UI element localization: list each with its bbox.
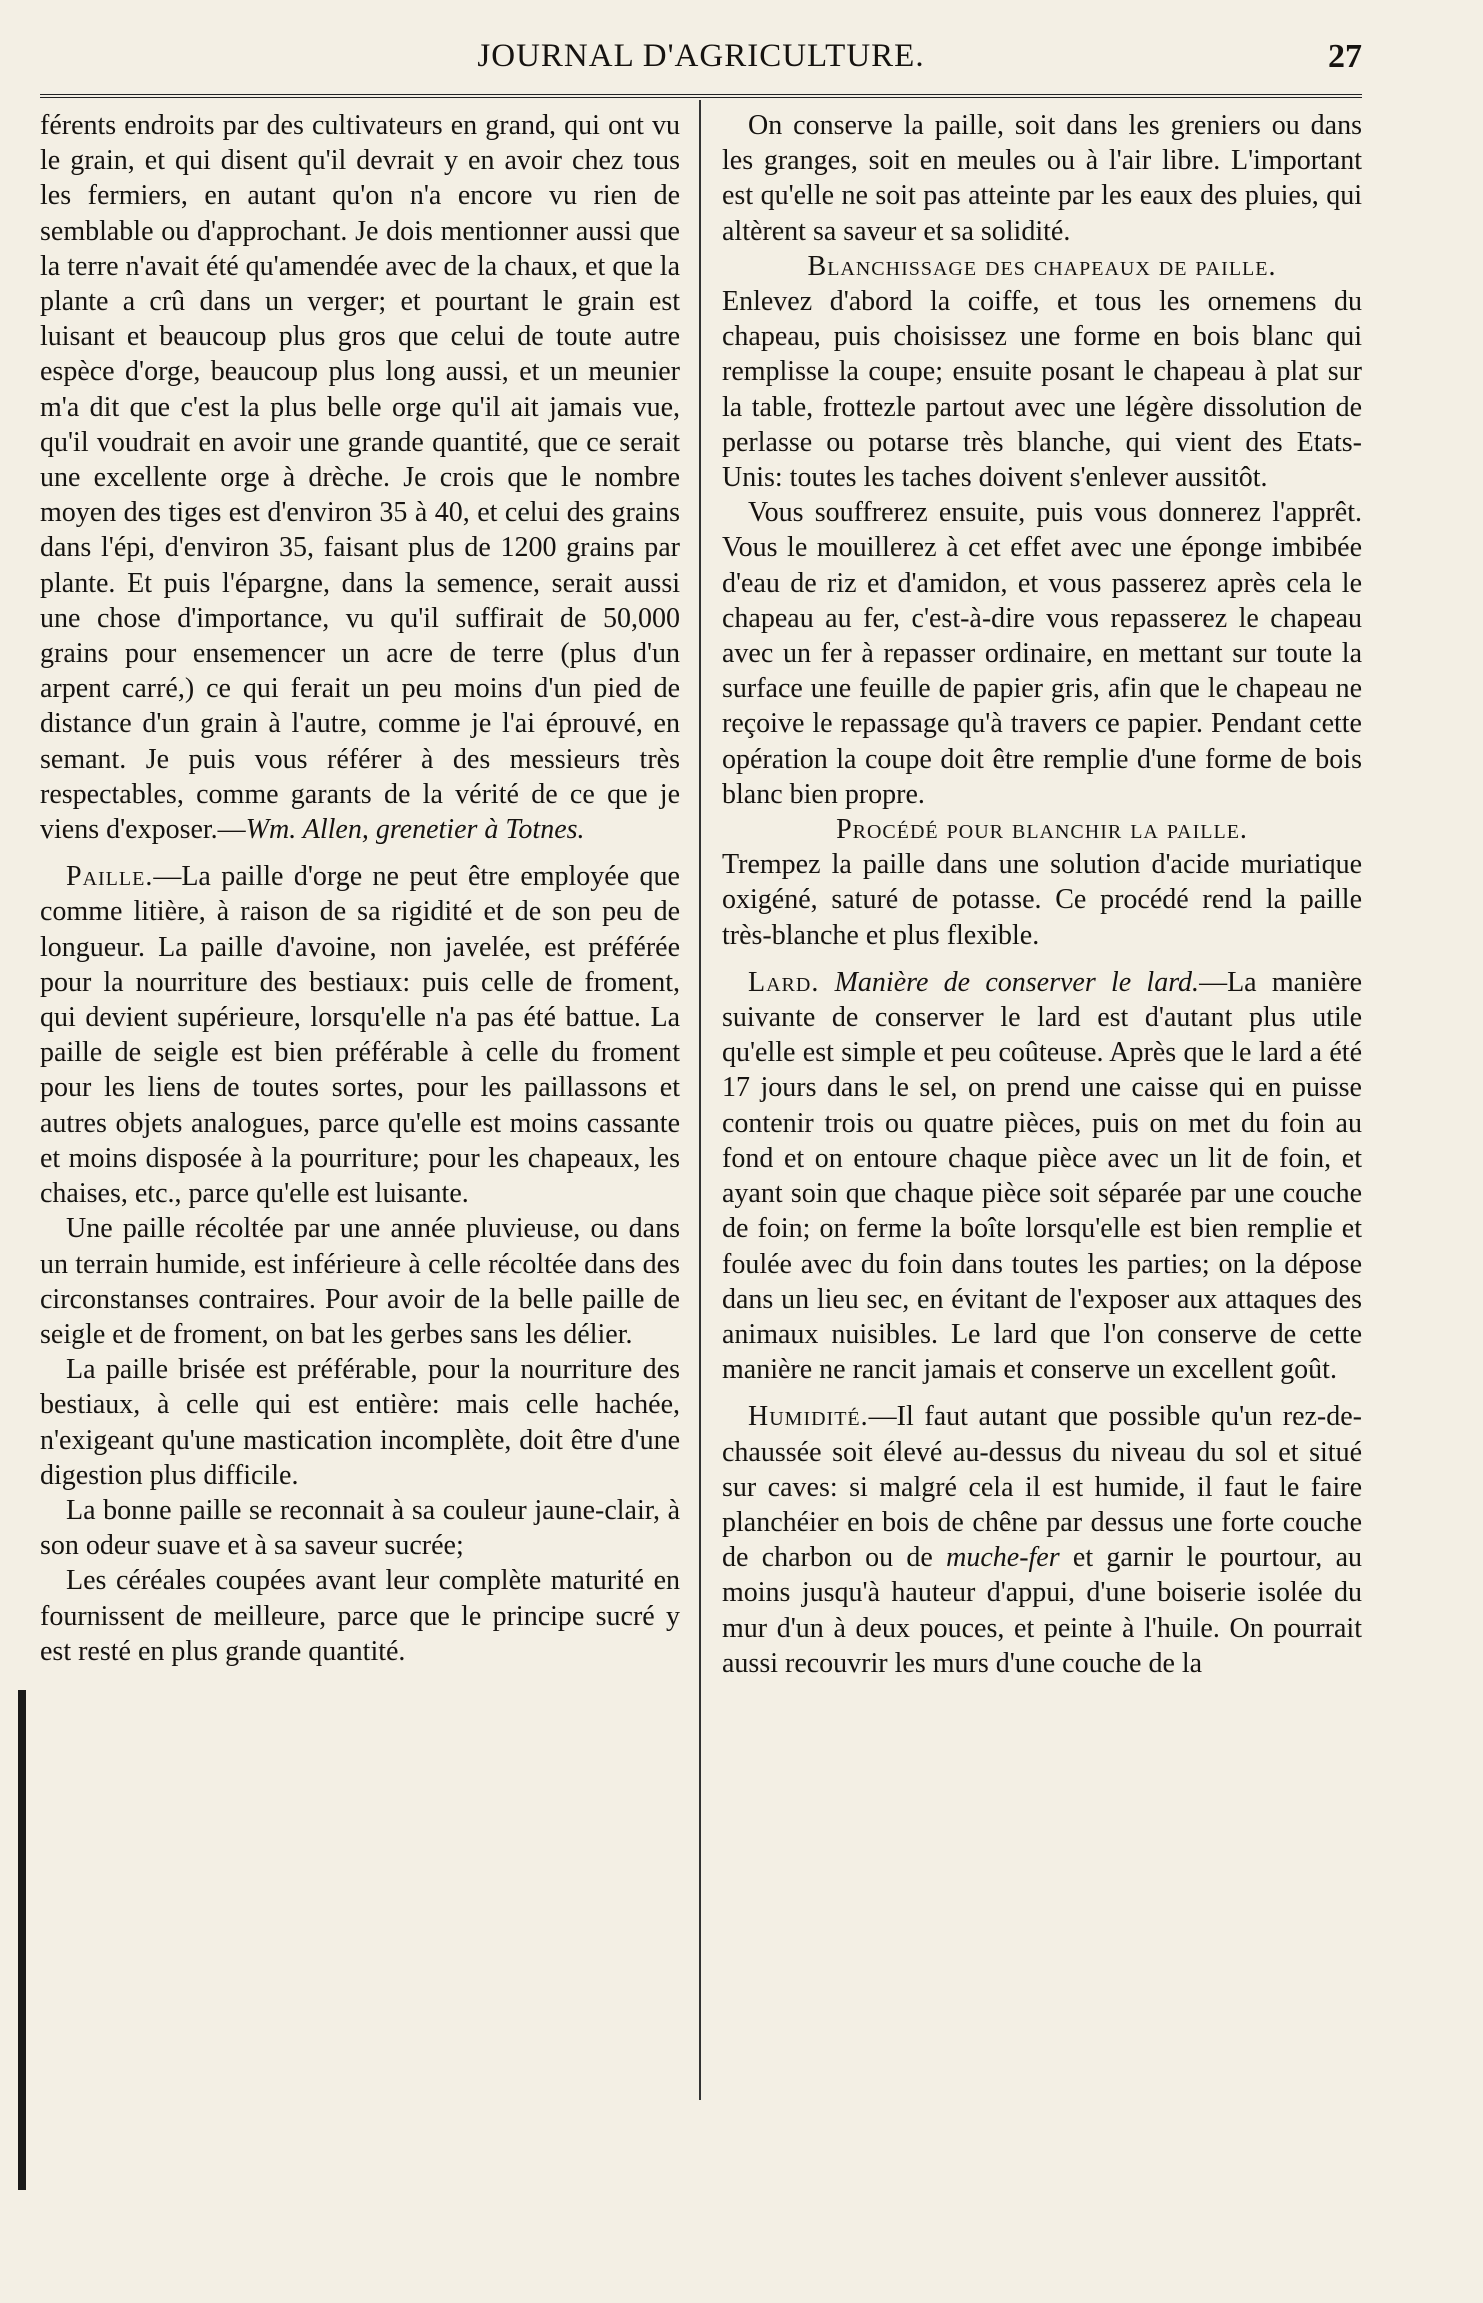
section-label-lard: Lard. (748, 966, 820, 998)
right-column (722, 108, 1362, 1681)
paragraph: Enlevez d'abord la coiffe, et tous les ornemens du chapeau, puis choisissez une forme en bois blanc qui remplisse la coupe; ensuite posant le chapeau à plat sur la table, frottezle partout avec une légère dissolution de perlasse ou potarse très blanche, qui vient des Etats-Unis: toutes les taches doivent s'enlever aussitôt. (722, 286, 1362, 494)
paragraph-lard: Lard. Manière de conserver le lard.—La manière suivante de conserver le lard est d'autant plus utile qu'elle est simple et peu coûteuse. Après que le lard a été 17 jours dans le sel, on prend une caisse qui en puisse contenir trois ou quatre pièces, puis on met du foin au fond et on entoure chaque pièce avec un lit de foin, et ayant soin que chaque pièce soit séparée par une couche de foin; on ferme la boîte lorsqu'elle est bien remplie et foulée avec du foin dans toutes les parties; on la dépose dans un lieu sec, en évitant de l'exposer aux attaques des animaux nuisibles. Le lard que l'on conserve de cette manière ne rancit jamais et conserve un excellent goût. (722, 966, 1363, 1386)
section-heading-procede: Procédé pour blanchir la paille. (836, 814, 1248, 846)
paragraph-humidite: Humidité.—Il faut autant que possible qu'un rez-de-chaussée soit élevé au-dessus du niveau du sol et situé sur caves: si malgré cela il est humide, il faut le faire planchéier en bois de chêne par dessus une forte couche de charbon ou de muche-fer et garnir le pourtour, au moins jusqu'à hauteur d'appui, d'une boiserie isolée du mur d'un à deux pouces, et peinte à l'huile. On pourrait aussi recouvrir les murs d'une couche de la (722, 1401, 1363, 1679)
section-heading-blanchissage: Blanchissage des chapeaux de paille. (807, 250, 1277, 282)
paragraph: Les céréales coupées avant leur complète maturité en fournissent de meilleure, parce que le principe sucré y est resté en plus grande quantité. (40, 1565, 680, 1667)
paragraph: Vous souffrerez ensuite, puis vous donnerez l'apprêt. Vous le mouillerez à cet effet avec une éponge imbibée d'eau de riz et d'amidon, et vous passerez après cela le chapeau au fer, c'est-à-dire vous repasserez le chapeau avec un fer à repasser ordinaire, en mettant sur toute la surface une feuille de papier gris, afin que le chapeau ne reçoive le repassage qu'à travers ce papier. Pendant cette opération la coupe doit être remplie d'une forme de bois blanc bien propre. (722, 497, 1362, 810)
paragraph-continuation: férents endroits par des cultivateurs en grand, qui ont vu le grain, et qui disent qu'il devrait y en avoir chez tous les fermiers, en autant qu'on n'a encore vu rien de semblable ou d'approchant. Je dois mentionner aussi que la terre n'avait été qu'amendée avec de la chaux, et que la plante a crû dans un verger; et pourtant le grain est luisant et beaucoup plus gros que celui de toute autre espèce d'orge, beaucoup plus long aussi, et un meunier m'a dit que c'est la plus belle orge qu'il ait jamais vue, qu'il voudrait en avoir une grande quantité, que ce serait une excellente orge à drèche. Je crois que le nombre moyen des tiges est d'environ 35 à 40, et celui des grains dans l'épi, d'environ 35, faisant plus de 1200 grains par plante. Et puis l'épargne, dans la semence, serait aussi une chose d'importance, vu qu'il suffirait de 50,000 grains pour ensemencer un acre de terre (plus d'un arpent carré,) ce qui ferait un peu moins d'un pied de distance d'un grain à l'autre, comme je l'ai éprouvé, en semant. Je puis vous référer à des messieurs très respectables, comme garants de la vérité de ce que je viens d'exposer.—Wm. Allen, grenetier à Totnes. (40, 110, 680, 846)
paragraph: La bonne paille se reconnait à sa couleur jaune-clair, à son odeur suave et à sa saveur sucrée; (40, 1494, 680, 1562)
section-label-paille: Paille. (66, 861, 154, 893)
section-label-humidite: Humidité. (748, 1401, 869, 1433)
page-header (40, 22, 1362, 92)
paragraph: On conserve la paille, soit dans les greniers ou dans les granges, soit en meules ou à l'air libre. L'important est qu'elle ne soit pas atteinte par les eaux des pluies, qui altèrent sa saveur et sa solidité. (722, 110, 1362, 247)
paragraph-paille: Paille.—La paille d'orge ne peut être employée que comme litière, à raison de sa rigidité et de son peu de longueur. La paille d'avoine, non javelée, est préférée pour la nourriture des bestiaux: puis celle de froment, qui devient supérieure, lorsqu'elle n'a pas été battue. La paille de seigle est bien préférable à celle du froment pour les liens de toutes sortes, pour les paillassons et autres objets analogues, parce qu'elle est moins cassante et moins disposée à la pourriture; pour les chapeaux, les chaises, etc., parce qu'elle est luisante. (40, 861, 680, 1210)
paragraph: Une paille récoltée par une année pluvieuse, ou dans un terrain humide, est inférieure à celle récoltée dans des circonstanses contraires. Pour avoir de la belle paille de seigle et de froment, on bat les gerbes sans les délier. (40, 1213, 680, 1350)
paragraph: La paille brisée est préférable, pour la nourriture des bestiaux, à celle qui est entière: mais celle hachée, n'exigeant qu'une mastication incomplète, doit être d'une digestion plus difficile. (40, 1354, 680, 1491)
section-title-lard: Manière de conserver le lard. (834, 966, 1200, 998)
margin-mark (18, 1690, 26, 2190)
running-title: JOURNAL D'AGRICULTURE. (477, 38, 925, 74)
header-rule (40, 94, 1362, 98)
page-number: 27 (1328, 38, 1362, 75)
column-divider (699, 100, 701, 2100)
author-signature: Wm. Allen, grenetier à Totnes. (245, 814, 585, 846)
left-column (40, 108, 680, 1669)
paragraph: Trempez la paille dans une solution d'acide muriatique oxigéné, saturé de potasse. Ce procédé rend la paille très-blanche et plus flexible. (722, 849, 1362, 951)
